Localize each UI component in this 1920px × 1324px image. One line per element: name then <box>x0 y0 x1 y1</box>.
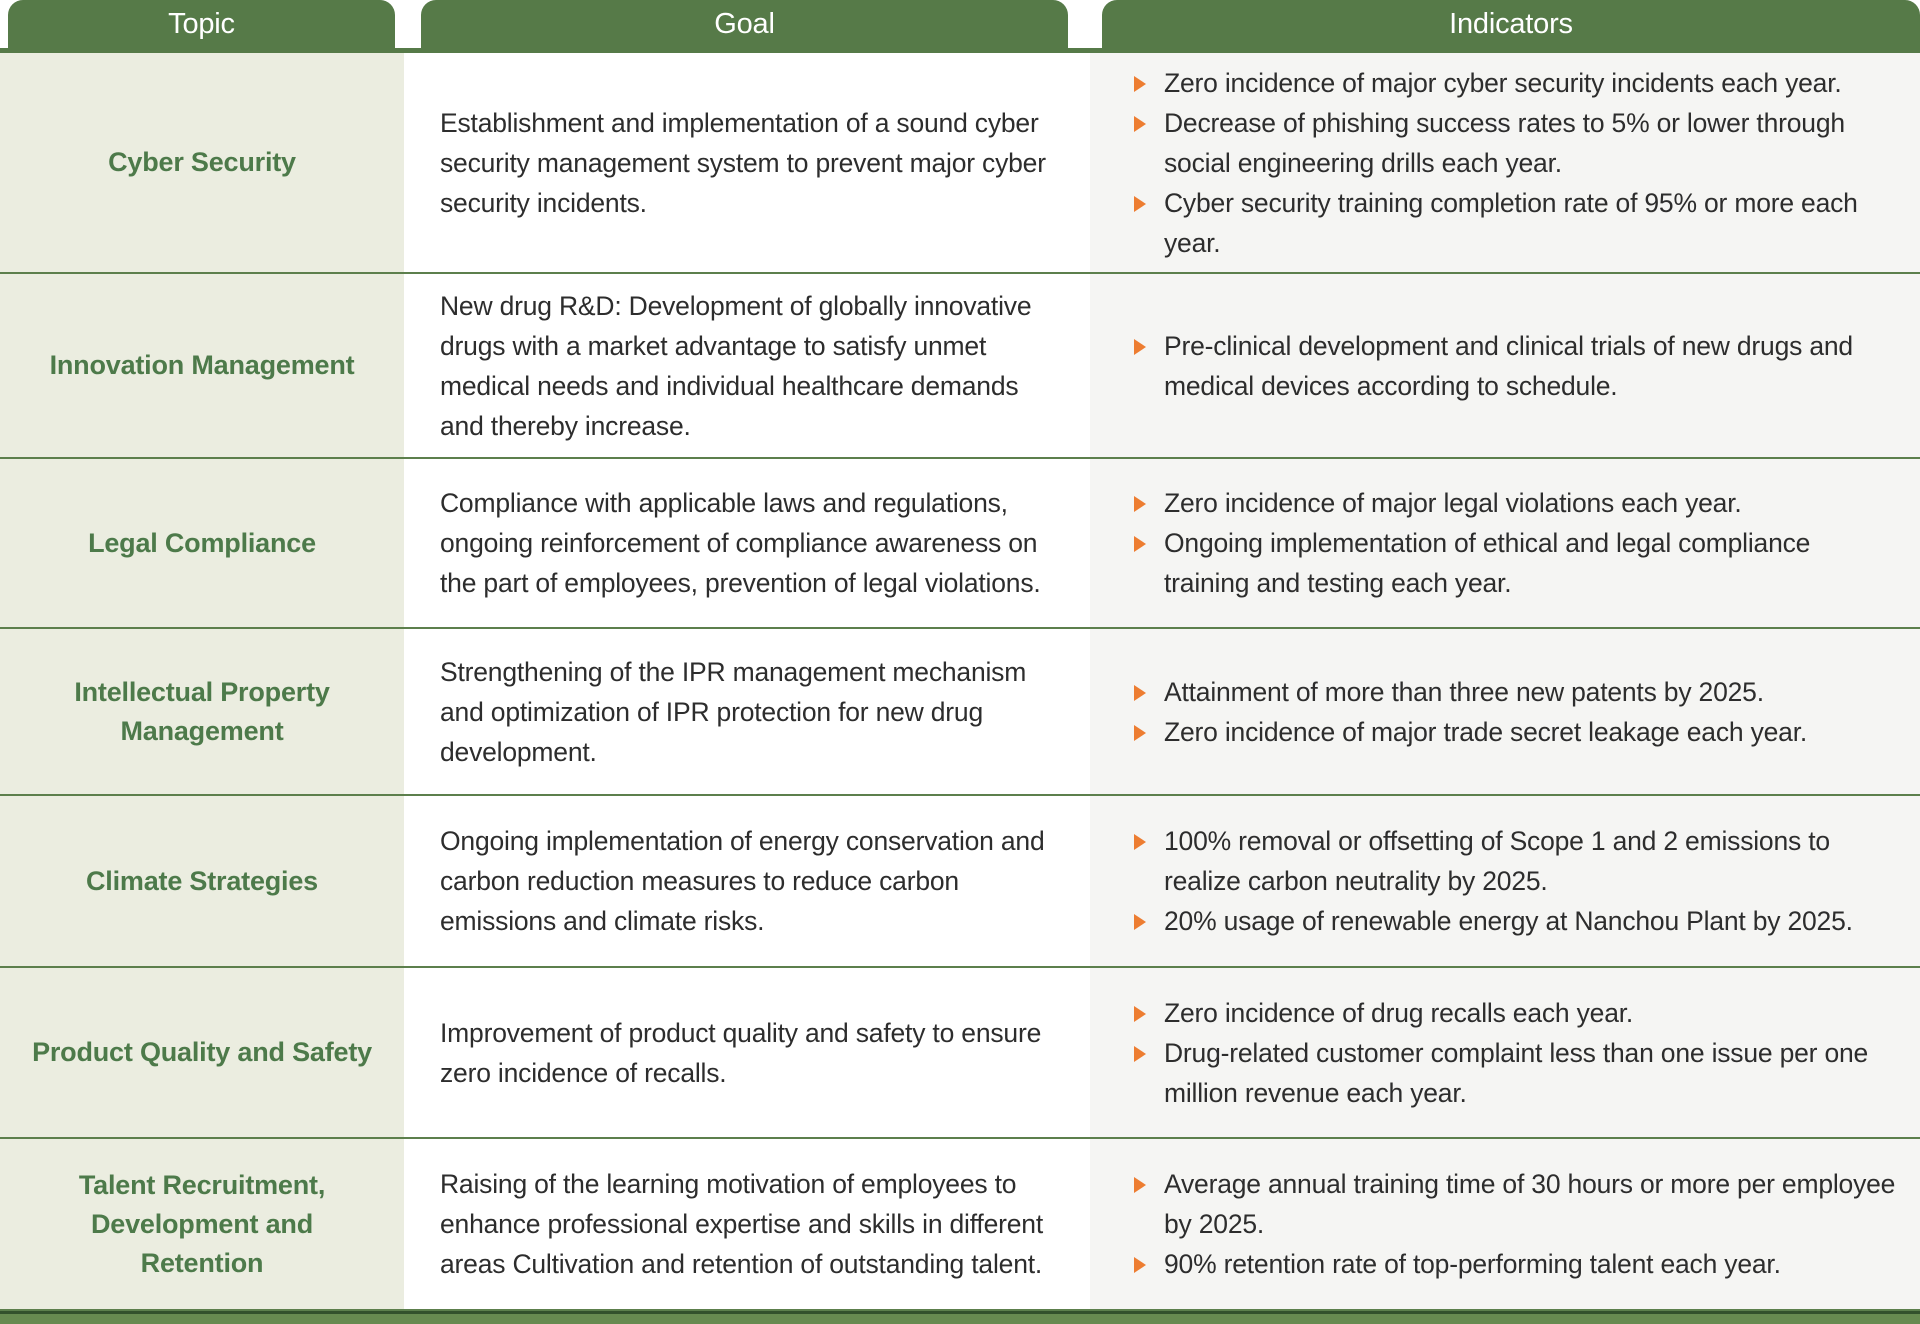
indicator-item <box>1134 63 1902 103</box>
indicator-item <box>1134 483 1902 523</box>
indicators-cell <box>1090 796 1920 966</box>
column-header-goal <box>421 0 1068 48</box>
indicator-item <box>1134 712 1902 752</box>
indicator-item <box>1134 993 1902 1033</box>
table-row <box>0 53 1920 274</box>
indicator-list <box>1134 993 1902 1113</box>
topic-label: Climate Strategies <box>86 865 318 896</box>
indicator-list <box>1134 483 1902 603</box>
table-row <box>0 459 1920 629</box>
goal-cell <box>404 53 1090 272</box>
goal-cell <box>404 796 1090 966</box>
table-row <box>0 796 1920 968</box>
goal-text: Raising of the learning motivation of employees to enhance professional expertise and skills in different areas Cultivation and retention of outstanding talent. <box>440 1169 1043 1279</box>
indicator-text: Average annual training time of 30 hours or more per employee by 2025. <box>1164 1169 1896 1239</box>
indicator-item <box>1134 901 1902 941</box>
indicators-cell <box>1090 274 1920 457</box>
indicator-item <box>1134 1033 1902 1113</box>
indicator-text: Zero incidence of major legal violations each year. <box>1164 488 1742 518</box>
triangle-right-icon <box>1134 1046 1164 1062</box>
indicators-cell <box>1090 53 1920 272</box>
indicator-text: Pre-clinical development and clinical trials of new drugs and medical devices according to schedule. <box>1164 330 1853 401</box>
indicator-text: Zero incidence of drug recalls each year. <box>1164 997 1634 1028</box>
indicators-cell <box>1090 459 1920 627</box>
indicators-cell <box>1090 968 1920 1137</box>
triangle-right-icon <box>1134 914 1164 930</box>
indicator-list <box>1134 821 1902 941</box>
indicator-text: Ongoing implementation of ethical and legal compliance training and testing each year. <box>1164 528 1811 598</box>
triangle-right-icon <box>1134 685 1164 701</box>
column-header-topic-label: Topic <box>168 7 235 40</box>
indicator-list <box>1134 1164 1902 1284</box>
topic-label: Cyber Security <box>108 147 296 177</box>
topic-cell <box>0 796 404 966</box>
indicators-cell <box>1090 1139 1920 1309</box>
topic-cell <box>0 53 404 272</box>
column-header-topic <box>8 0 395 48</box>
topic-cell <box>0 1139 404 1309</box>
goal-cell <box>404 459 1090 627</box>
table-bottom-border <box>0 1311 1920 1324</box>
indicator-text: Cyber security training completion rate of 95% or more each year. <box>1164 187 1858 258</box>
goal-text: Strengthening of the IPR management mechanism and optimization of IPR protection for new drug development. <box>440 656 1027 767</box>
indicator-list <box>1134 672 1902 752</box>
triangle-right-icon <box>1134 725 1164 741</box>
goal-text: Establishment and implementation of a sound cyber security management system to prevent major cyber security incidents. <box>440 107 1046 218</box>
indicator-item <box>1134 1244 1902 1284</box>
indicator-text: Decrease of phishing success rates to 5% or lower through social engineering drills each year. <box>1164 107 1845 178</box>
triangle-right-icon <box>1134 339 1164 355</box>
topic-label: Product Quality and Safety <box>32 1037 372 1067</box>
table-row <box>0 629 1920 796</box>
topic-label: Legal Compliance <box>88 527 316 558</box>
topic-label: Innovation Management <box>49 350 355 380</box>
indicator-item <box>1134 183 1902 263</box>
topic-label: Intellectual Property Management <box>74 676 330 746</box>
indicator-text: Drug-related customer complaint less than one issue per one million revenue each year. <box>1164 1037 1869 1108</box>
triangle-right-icon <box>1134 196 1164 212</box>
triangle-right-icon <box>1134 1006 1164 1022</box>
table-row <box>0 968 1920 1139</box>
table-row <box>0 1139 1920 1311</box>
triangle-right-icon <box>1134 116 1164 132</box>
goal-text: Improvement of product quality and safety to ensure zero incidence of recalls. <box>440 1017 1042 1088</box>
indicator-item <box>1134 1164 1902 1244</box>
goal-cell <box>404 968 1090 1137</box>
goal-cell <box>404 629 1090 794</box>
goal-text: Compliance with applicable laws and regulations, ongoing reinforcement of compliance awareness on the part of employees, prevention of legal violations. <box>440 488 1041 598</box>
triangle-right-icon <box>1134 536 1164 552</box>
table-row <box>0 274 1920 459</box>
indicator-list <box>1134 63 1902 263</box>
indicator-item <box>1134 523 1902 603</box>
indicator-text: Attainment of more than three new patents by 2025. <box>1164 676 1764 707</box>
indicator-item <box>1134 326 1902 406</box>
column-header-goal-label: Goal <box>714 7 775 40</box>
triangle-right-icon <box>1134 76 1164 92</box>
topic-label: Talent Recruitment, Development and Retention <box>78 1169 326 1278</box>
topic-cell <box>0 629 404 794</box>
indicator-text: 90% retention rate of top-performing talent each year. <box>1164 1249 1781 1279</box>
indicator-item <box>1134 821 1902 901</box>
triangle-right-icon <box>1134 496 1164 512</box>
indicator-text: 100% removal or offsetting of Scope 1 and 2 emissions to realize carbon neutrality by 2025. <box>1164 826 1830 896</box>
topic-cell <box>0 274 404 457</box>
indicator-text: 20% usage of renewable energy at Nanchou Plant by 2025. <box>1164 906 1853 936</box>
goal-text: New drug R&D: Development of globally innovative drugs with a market advantage to satisfy unmet medical needs and individual healthcare demands and thereby increase. <box>440 290 1032 441</box>
triangle-right-icon <box>1134 1257 1164 1273</box>
goal-text: Ongoing implementation of energy conservation and carbon reduction measures to reduce carbon emissions and climate risks. <box>440 826 1045 936</box>
column-header-indicators <box>1102 0 1920 48</box>
indicator-item <box>1134 672 1902 712</box>
indicator-list <box>1134 326 1902 406</box>
triangle-right-icon <box>1134 834 1164 850</box>
topic-cell <box>0 968 404 1137</box>
topic-cell <box>0 459 404 627</box>
triangle-right-icon <box>1134 1177 1164 1193</box>
column-header-indicators-label: Indicators <box>1449 7 1573 40</box>
indicators-cell <box>1090 629 1920 794</box>
indicator-text: Zero incidence of major trade secret leakage each year. <box>1164 716 1808 747</box>
goal-cell <box>404 1139 1090 1309</box>
table-header <box>0 0 1920 48</box>
goal-cell <box>404 274 1090 457</box>
indicator-item <box>1134 103 1902 183</box>
indicator-text: Zero incidence of major cyber security incidents each year. <box>1164 67 1842 98</box>
